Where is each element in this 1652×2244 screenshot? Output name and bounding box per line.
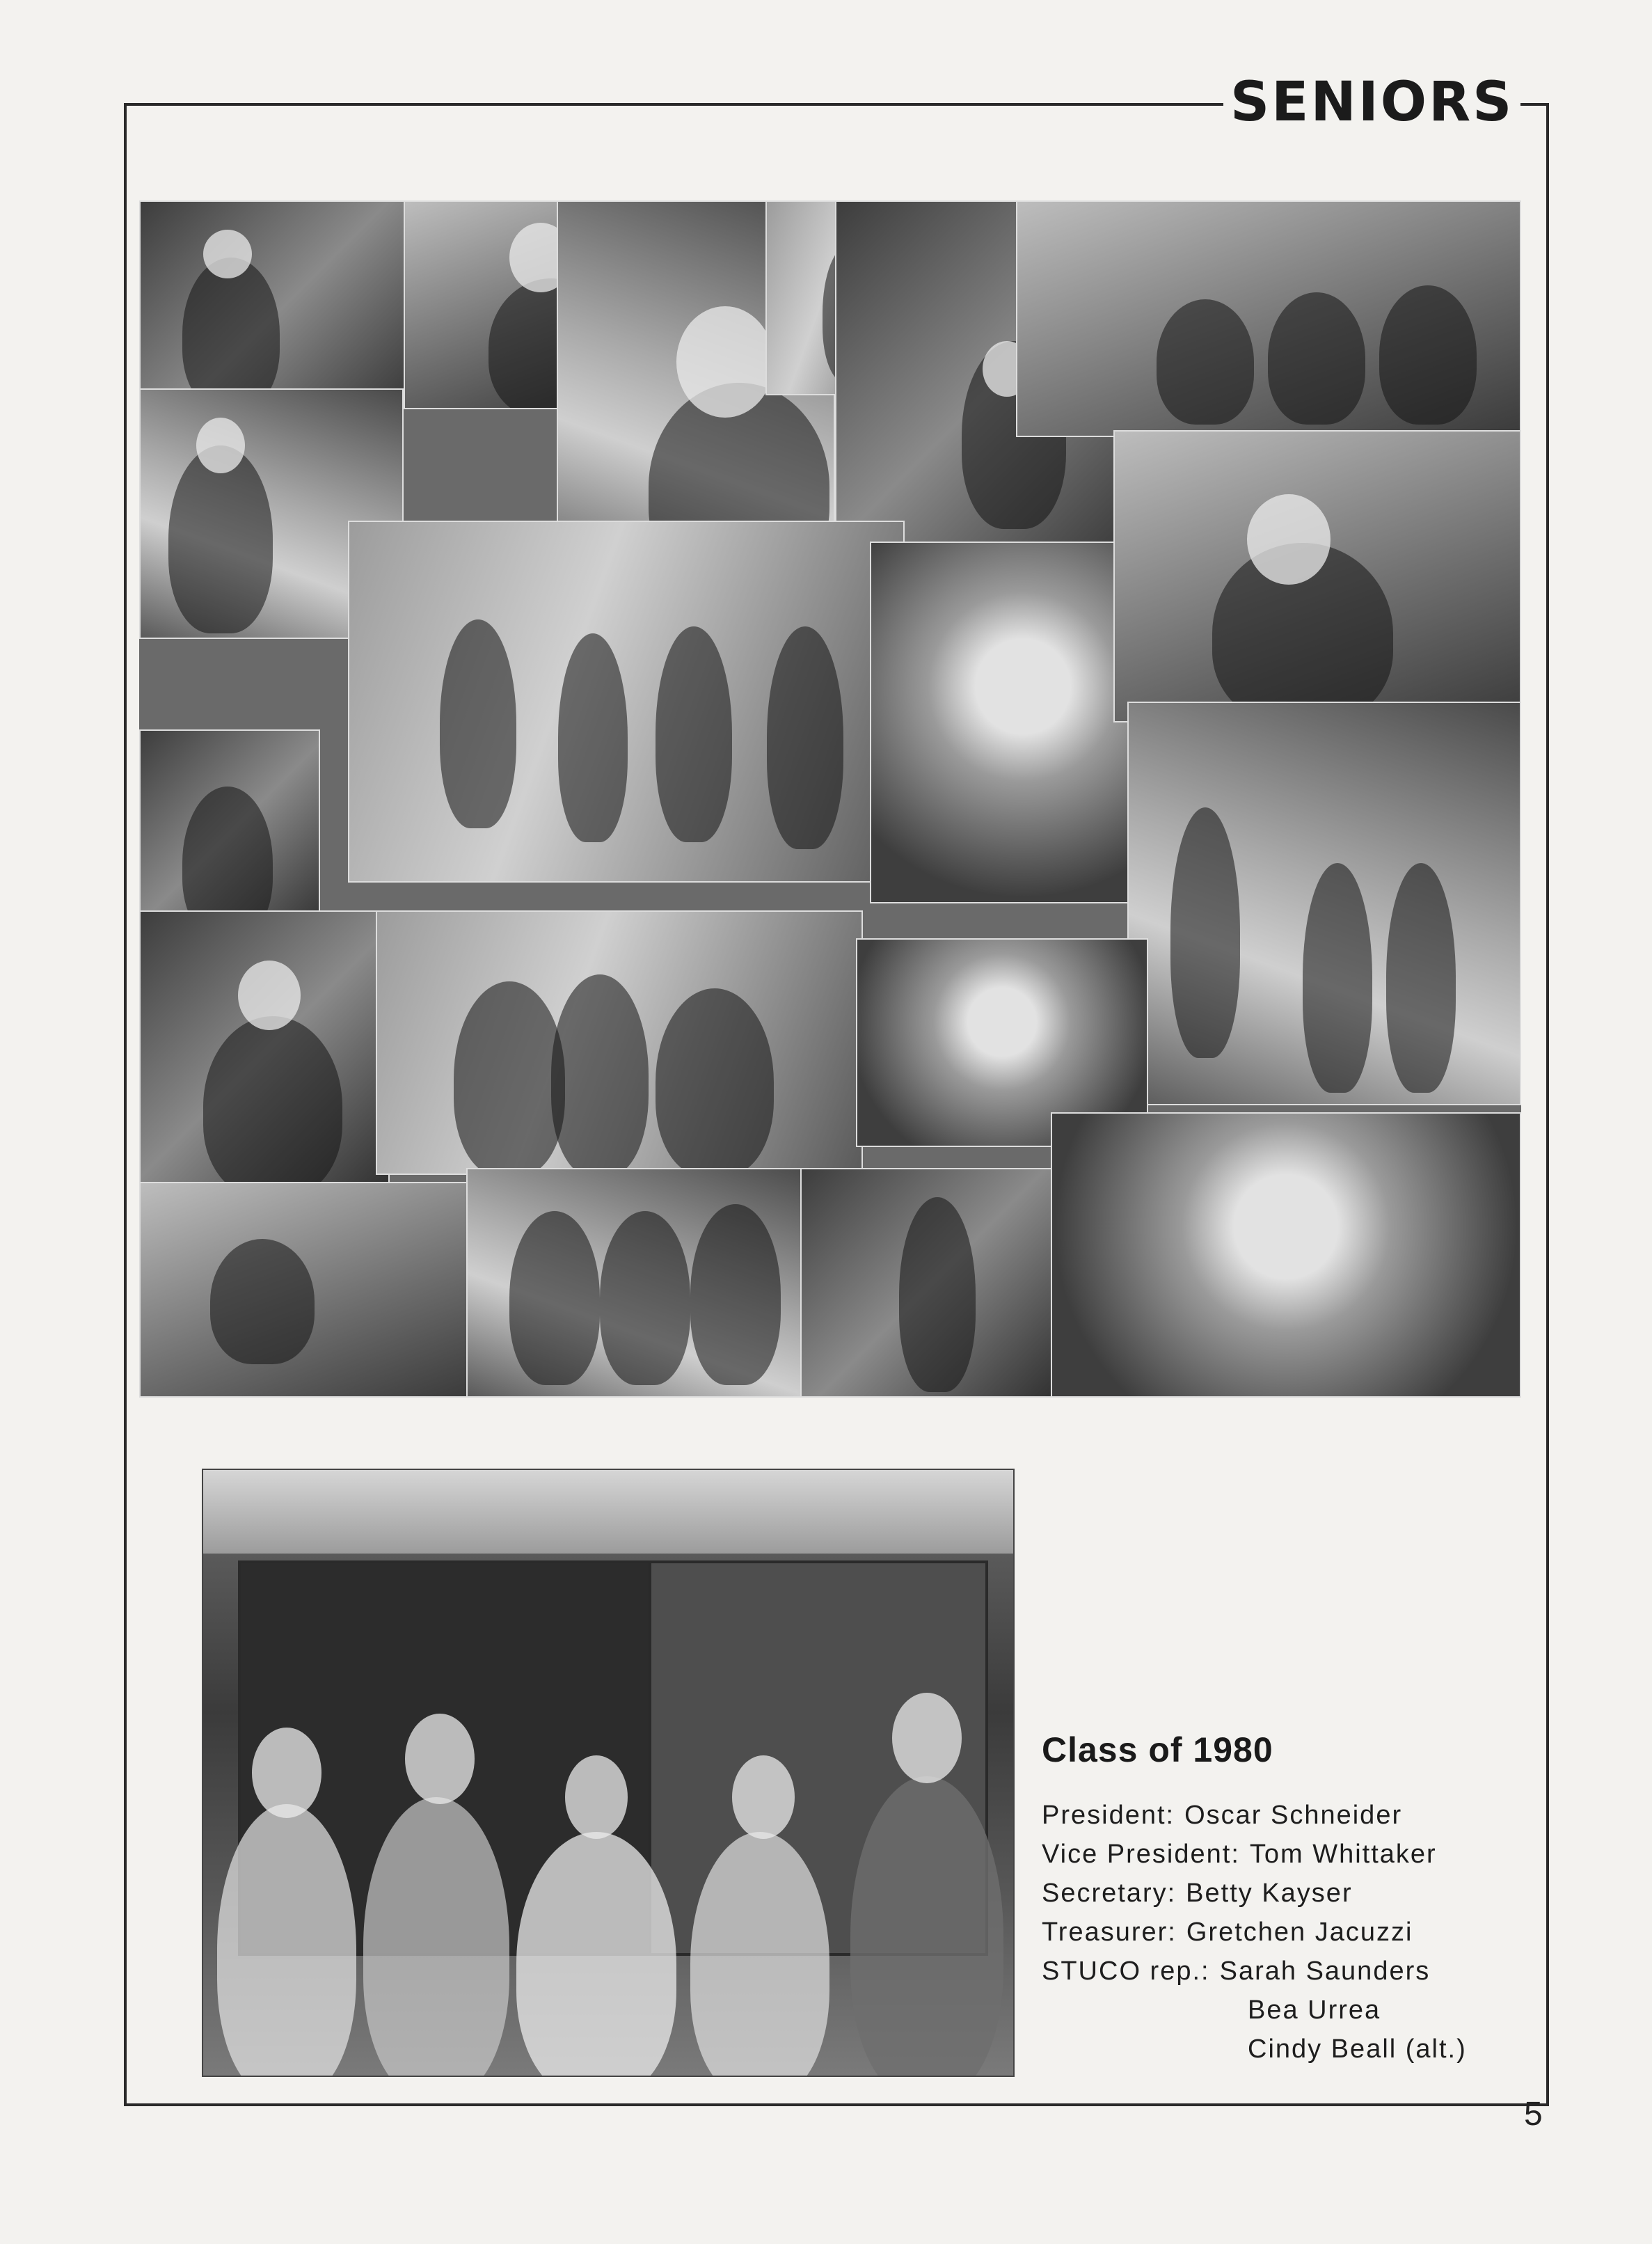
collage-photo (139, 1182, 480, 1398)
officer-row (1042, 1952, 1467, 1991)
officer-row (1042, 1874, 1467, 1913)
officer-row (1042, 1796, 1467, 1835)
officer-name: Betty Kayser (1186, 1879, 1353, 1908)
officers-list (1042, 1796, 1467, 2069)
section-title: SENIORS (1230, 71, 1514, 134)
officer-row (1042, 1835, 1467, 1874)
officer-role: STUCO rep.: (1042, 1957, 1210, 1986)
officer-role: Secretary: (1042, 1879, 1177, 1908)
collage-photo (139, 729, 320, 938)
collage-photo (139, 910, 390, 1196)
photo-collage (139, 200, 1521, 1398)
collage-photo (800, 1168, 1065, 1398)
collage-photo (466, 1168, 814, 1398)
collage-photo (1113, 430, 1521, 722)
collage-photo (1051, 1112, 1521, 1398)
collage-photo (348, 521, 905, 883)
officer-name: Tom Whittaker (1249, 1840, 1437, 1869)
officer-role: President: (1042, 1801, 1175, 1830)
officer-name: Sarah Saunders (1219, 1957, 1431, 1986)
officer-name: Oscar Schneider (1184, 1801, 1403, 1830)
class-group-photo (202, 1469, 1015, 2077)
section-header (1223, 71, 1520, 134)
collage-photo (139, 200, 431, 409)
collage-photo (1016, 200, 1521, 437)
officer-name: Cindy Beall (alt.) (1248, 2034, 1467, 2064)
officer-row-continuation (1042, 2030, 1467, 2069)
officer-role: Vice President: (1042, 1840, 1240, 1869)
officer-name: Bea Urrea (1248, 1996, 1381, 2025)
officer-role: Treasurer: (1042, 1918, 1177, 1947)
officer-row (1042, 1913, 1467, 1952)
collage-photo (376, 910, 863, 1175)
officer-name: Gretchen Jacuzzi (1186, 1918, 1413, 1947)
officer-row-continuation (1042, 1991, 1467, 2030)
class-title: Class of 1980 (1042, 1730, 1273, 1769)
collage-photo (1127, 702, 1521, 1105)
page-number: 5 (1524, 2096, 1543, 2133)
